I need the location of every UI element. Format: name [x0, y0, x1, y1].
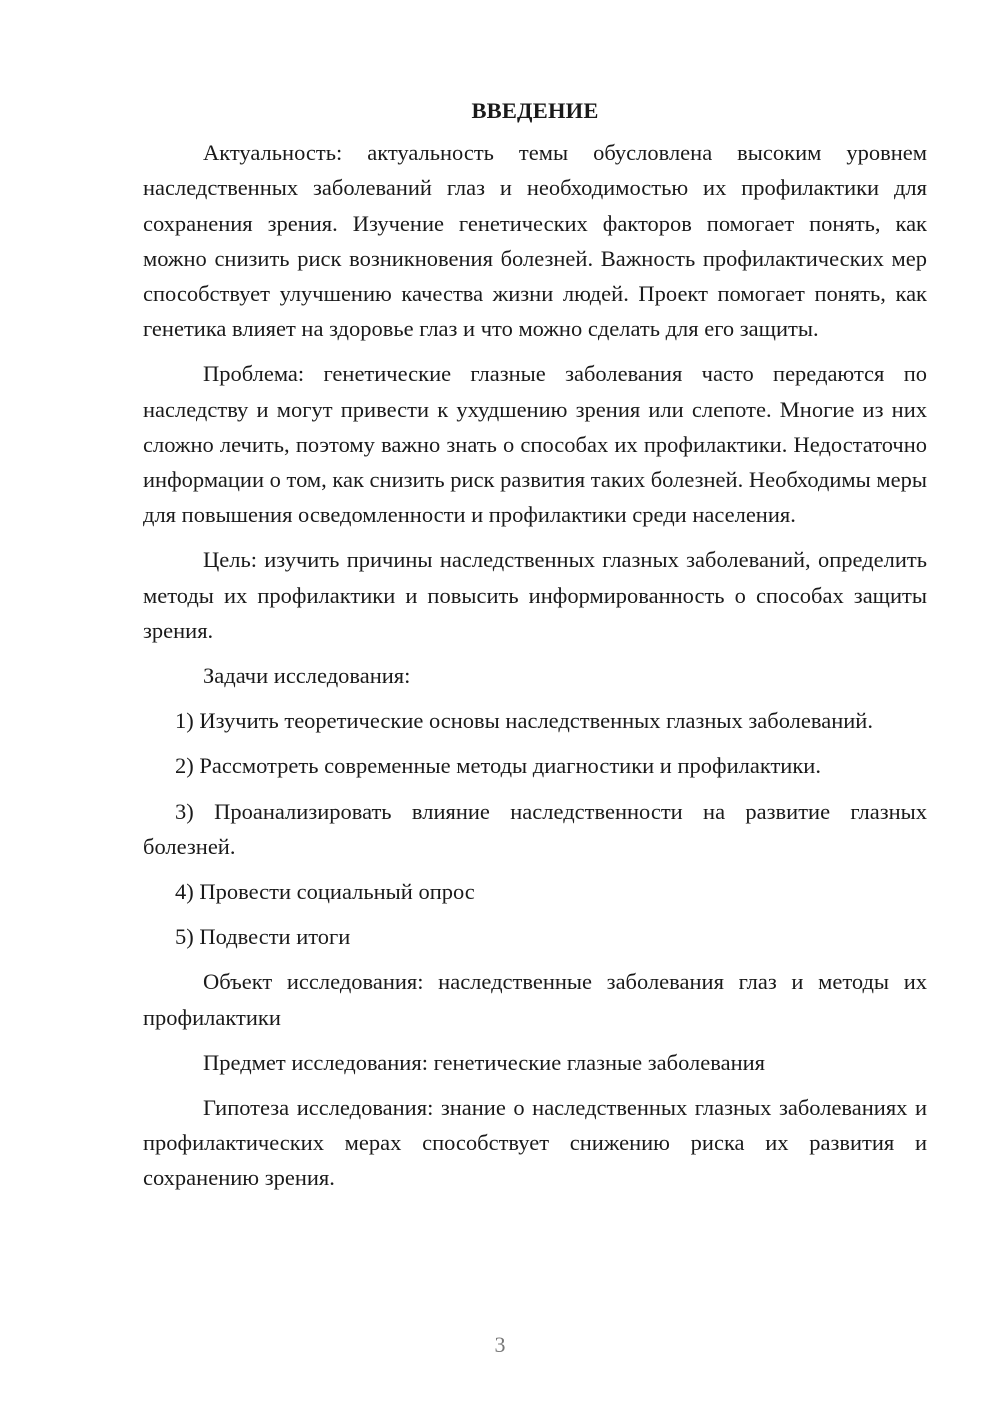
problem-paragraph: Проблема: генетические глазные заболевания часто передаются по наследству и могут привести к ухудшению зрения или слепоте. Многие из них сложно лечить, поэтому важно знать о способах их профилактики. Недостаточно информации о том, как снизить риск развития таких болезней. Необходимы меры для повышения осведомленности и профилактики среди населения.: [143, 361, 927, 528]
page-content: [143, 93, 927, 1206]
tasks-label: Задачи исследования:: [203, 663, 411, 689]
object-paragraph: Объект исследования: наследственные заболевания глаз и методы их профилактики: [143, 969, 927, 1030]
task-item-2: 2) Рассмотреть современные методы диагностики и профилактики.: [175, 753, 821, 779]
hypothesis-paragraph: Гипотеза исследования: знание о наследственных глазных заболеваниях и профилактических мерах способствует снижению риска их развития и сохранению зрения.: [143, 1095, 927, 1191]
goal-paragraph: Цель: изучить причины наследственных глазных заболеваний, определить методы их профилактики и повысить информированность о способах защиты зрения.: [143, 547, 927, 643]
page-number: 3: [494, 1332, 506, 1357]
task-item-4: 4) Провести социальный опрос: [175, 879, 475, 905]
task-item-3: 3) Проанализировать влияние наследственности на развитие глазных болезней.: [143, 798, 927, 859]
section-title: ВВЕДЕНИЕ: [471, 98, 599, 123]
task-item-1: 1) Изучить теоретические основы наследственных глазных заболеваний.: [175, 708, 873, 734]
task-item-5: 5) Подвести итоги: [175, 924, 351, 950]
relevance-paragraph: Актуальность: актуальность темы обусловлена высоким уровнем наследственных заболеваний глаз и необходимостью их профилактики для сохранения зрения. Изучение генетических факторов помогает понять, как можно снизить риск возникновения болезней. Важность профилактических мер способствует улучшению качества жизни людей. Проект помогает понять, как генетика влияет на здоровье глаз и что можно сделать для его защиты.: [143, 140, 927, 342]
subject-paragraph: Предмет исследования: генетические глазные заболевания: [203, 1049, 766, 1075]
